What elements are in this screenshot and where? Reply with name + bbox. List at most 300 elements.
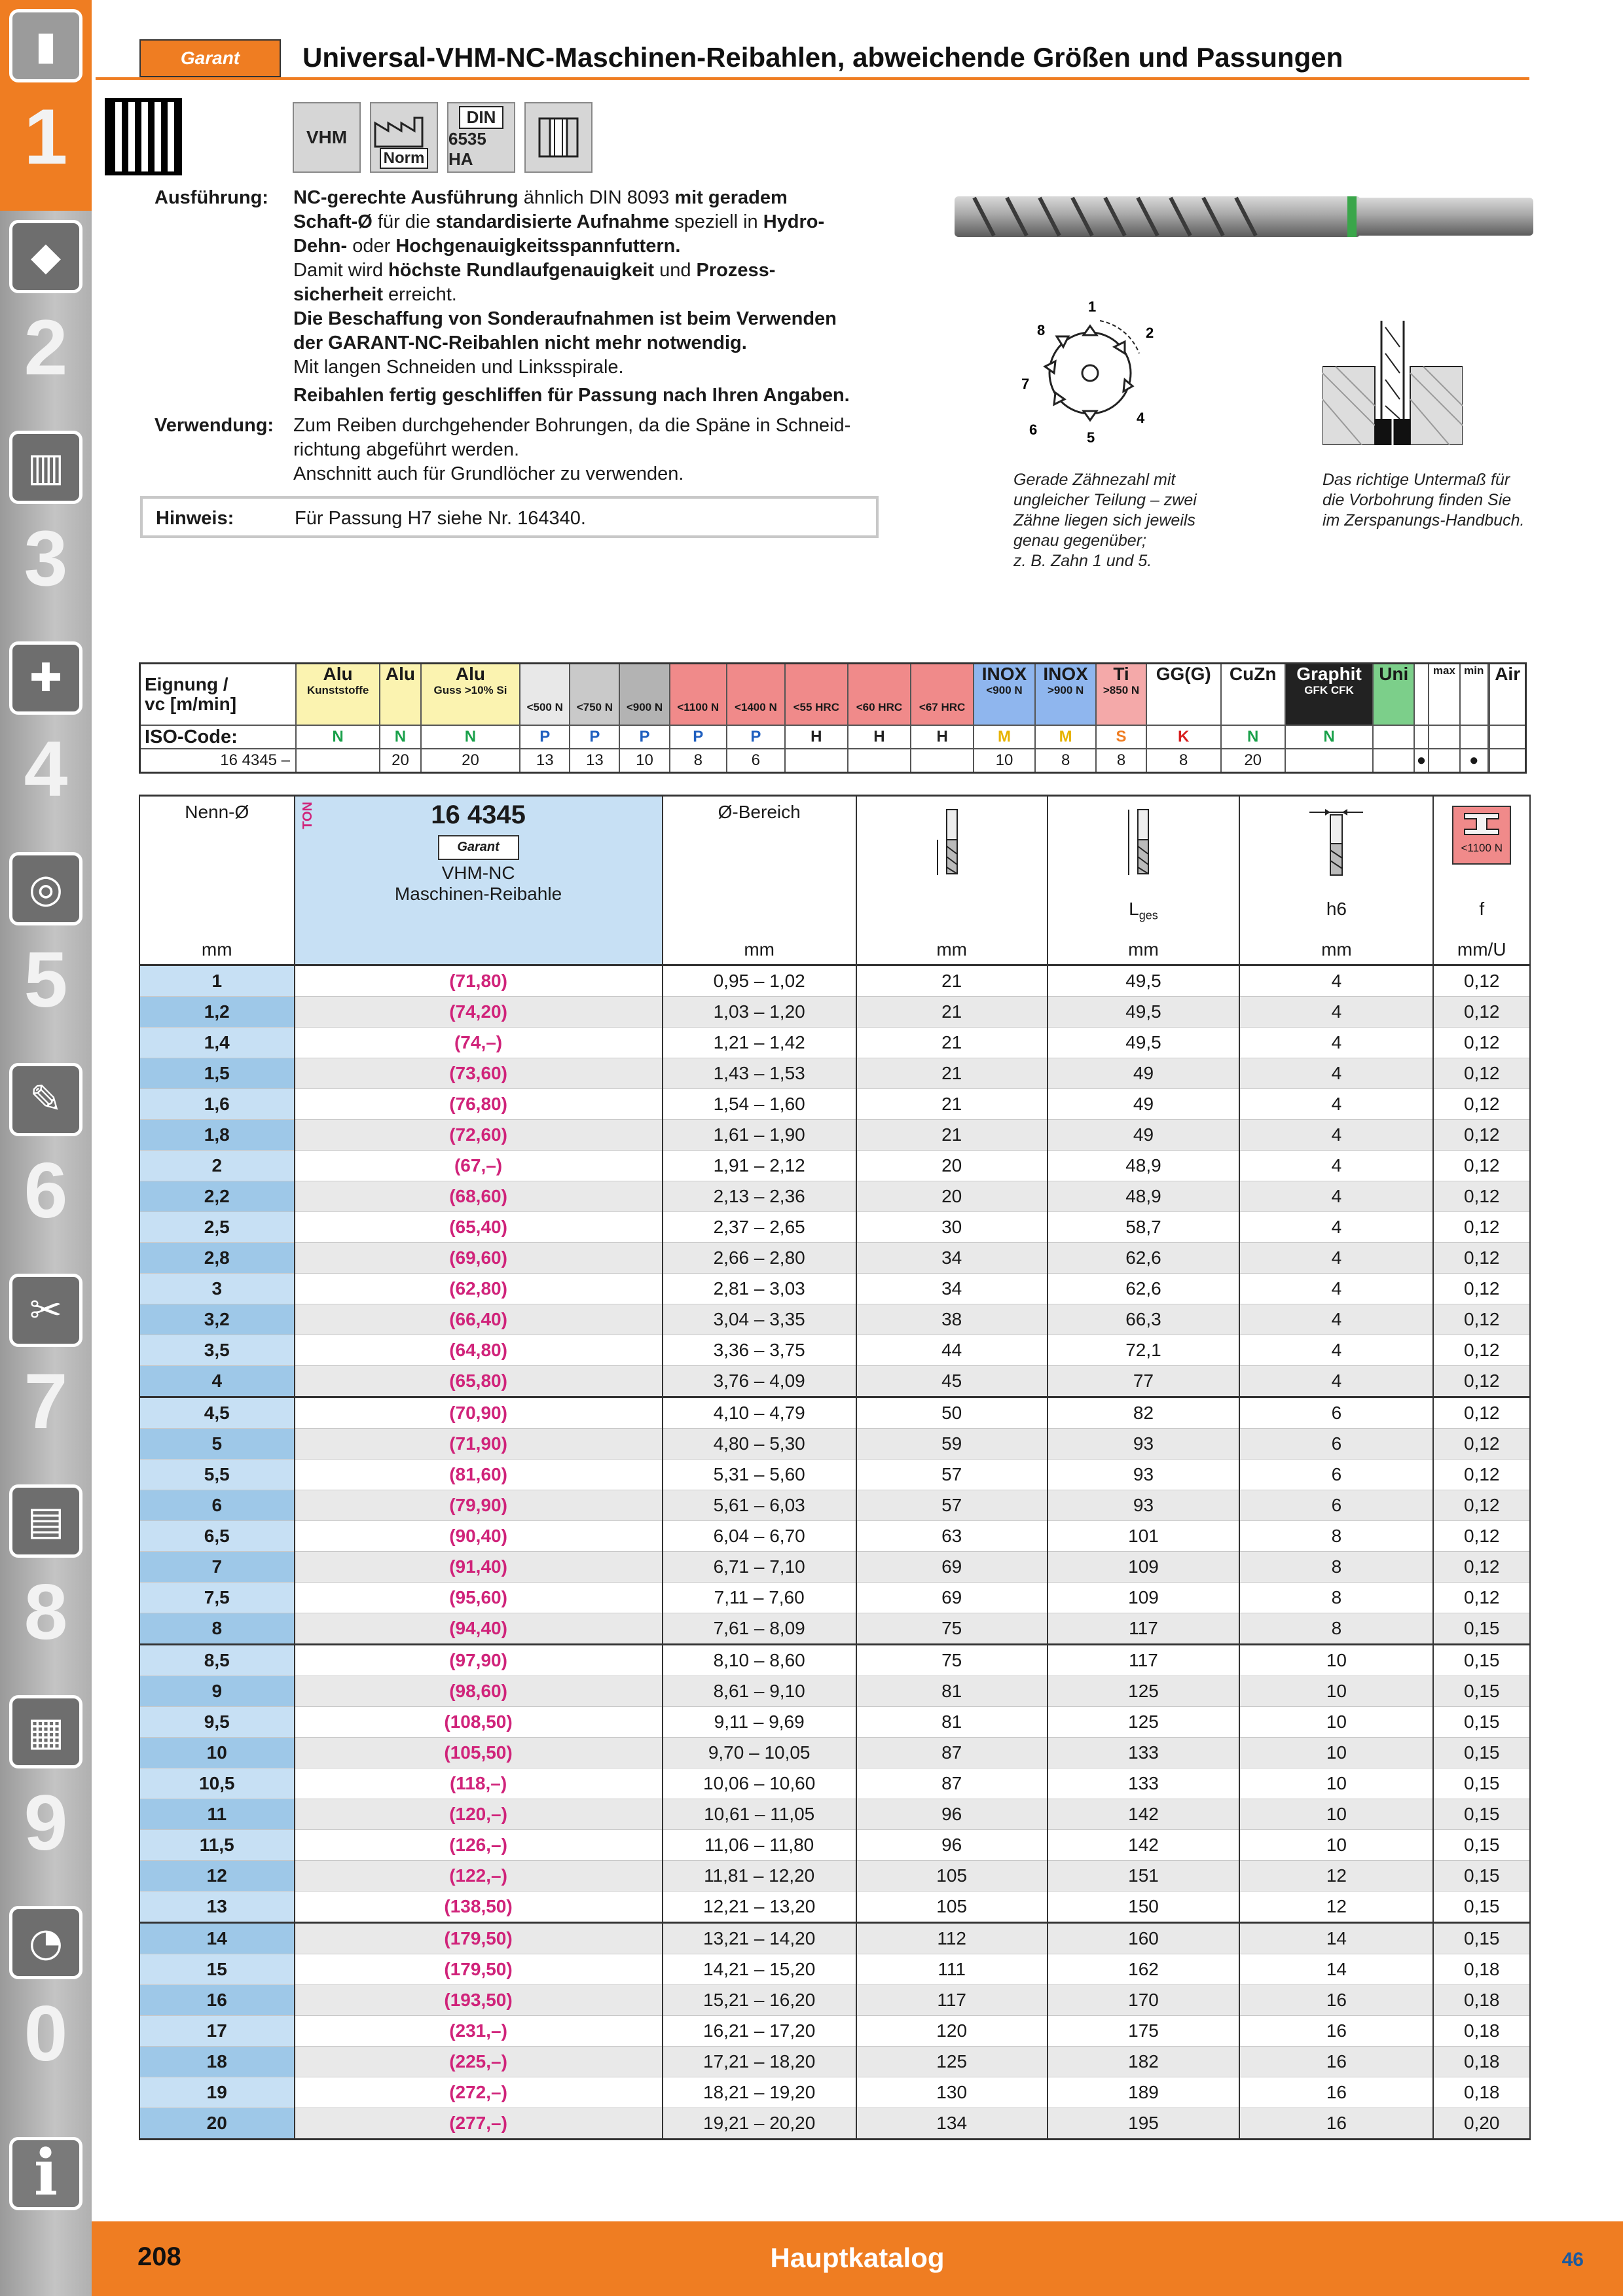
- cell-l1: 96: [856, 1799, 1048, 1830]
- cell-p[interactable]: (66,40): [295, 1304, 663, 1335]
- cell-d: 9,5: [139, 1707, 295, 1738]
- cell-f: 0,15: [1433, 1645, 1530, 1676]
- cell-d: 10: [139, 1738, 295, 1768]
- cell-d: 3,2: [139, 1304, 295, 1335]
- chapter-0-icon: ◔: [9, 1906, 82, 1979]
- cell-p[interactable]: (138,50): [295, 1892, 663, 1923]
- chapter-tab-3[interactable]: [0, 422, 92, 632]
- cell-d: 8: [139, 1613, 295, 1645]
- cell-l: 49: [1048, 1058, 1240, 1089]
- material-header: Uni: [1373, 664, 1414, 726]
- cell-p[interactable]: (65,40): [295, 1212, 663, 1243]
- cell-l1: 69: [856, 1552, 1048, 1583]
- cell-l: 49,5: [1048, 1028, 1240, 1058]
- table-row[interactable]: [139, 2108, 1530, 2140]
- cell-p[interactable]: (105,50): [295, 1738, 663, 1768]
- cell-r: 8,10 – 8,60: [663, 1645, 856, 1676]
- chapter-tab-2[interactable]: [0, 211, 92, 422]
- material-header: GG(G): [1146, 664, 1221, 726]
- cell-p[interactable]: (65,80): [295, 1366, 663, 1397]
- cell-l: 151: [1048, 1861, 1240, 1892]
- cell-f: 0,12: [1433, 1304, 1530, 1335]
- cell-p[interactable]: (73,60): [295, 1058, 663, 1089]
- iso-code-cell: N: [296, 725, 380, 749]
- material-header: <67 HRC: [911, 664, 974, 726]
- cell-f: 0,12: [1433, 1397, 1530, 1429]
- cell-r: 3,76 – 4,09: [663, 1366, 856, 1397]
- table-row[interactable]: [139, 1429, 1530, 1460]
- cell-r: 10,06 – 10,60: [663, 1768, 856, 1799]
- cell-l1: 111: [856, 1954, 1048, 1985]
- cell-p[interactable]: (76,80): [295, 1089, 663, 1120]
- material-header: <750 N: [570, 664, 619, 726]
- vc-cell: [1489, 749, 1525, 773]
- catalog-name: Hauptkatalog: [770, 2242, 945, 2273]
- cell-p[interactable]: (79,90): [295, 1490, 663, 1521]
- cell-l: 93: [1048, 1490, 1240, 1521]
- cell-p[interactable]: (97,90): [295, 1645, 663, 1676]
- prebore-diagram: [1322, 321, 1463, 445]
- shank-diameter-icon: [1307, 807, 1366, 879]
- cell-r: 5,61 – 6,03: [663, 1490, 856, 1521]
- cell-r: 15,21 – 16,20: [663, 1985, 856, 2016]
- cell-r: 3,36 – 3,75: [663, 1335, 856, 1366]
- chapter-number: 6: [24, 1147, 68, 1234]
- cell-s: 4: [1239, 1335, 1433, 1366]
- table-row[interactable]: [139, 1151, 1530, 1181]
- cell-l1: 87: [856, 1738, 1048, 1768]
- cell-p[interactable]: (70,90): [295, 1397, 663, 1429]
- qr-code[interactable]: [105, 98, 182, 175]
- cell-l: 62,6: [1048, 1274, 1240, 1304]
- hinweis-text: Für Passung H7 siehe Nr. 164340.: [295, 508, 586, 529]
- garant-logo: Garant: [139, 39, 281, 77]
- iso-code-cell: [1414, 725, 1429, 749]
- cell-f: 0,15: [1433, 1923, 1530, 1954]
- table-row[interactable]: [139, 1212, 1530, 1243]
- cell-r: 2,37 – 2,65: [663, 1212, 856, 1243]
- cell-s: 12: [1239, 1861, 1433, 1892]
- cell-l1: 87: [856, 1768, 1048, 1799]
- table-row[interactable]: [139, 1738, 1530, 1768]
- chapter-number: 9: [24, 1779, 68, 1867]
- cell-l: 109: [1048, 1552, 1240, 1583]
- cell-l1: 45: [856, 1366, 1048, 1397]
- cell-s: 8: [1239, 1552, 1433, 1583]
- cell-d: 11: [139, 1799, 295, 1830]
- cell-f: 0,15: [1433, 1676, 1530, 1707]
- cell-f: 0,15: [1433, 1707, 1530, 1738]
- cell-p[interactable]: (98,60): [295, 1676, 663, 1707]
- col-shank: h6 mm: [1239, 796, 1433, 965]
- cell-l: 49,5: [1048, 965, 1240, 997]
- cell-l1: 120: [856, 2016, 1048, 2047]
- vc-cell: 8: [1035, 749, 1097, 773]
- cell-s: 16: [1239, 2016, 1433, 2047]
- cell-p[interactable]: (120,–): [295, 1799, 663, 1830]
- cell-f: 0,12: [1433, 997, 1530, 1028]
- cell-s: 4: [1239, 1028, 1433, 1058]
- cell-l1: 125: [856, 2047, 1048, 2077]
- svg-text:6: 6: [1029, 422, 1038, 438]
- cell-r: 9,70 – 10,05: [663, 1738, 856, 1768]
- vc-cell: [1373, 749, 1414, 773]
- cell-p[interactable]: (62,80): [295, 1274, 663, 1304]
- cell-l: 170: [1048, 1985, 1240, 2016]
- iso-code-cell: N: [421, 725, 520, 749]
- vhm-symbol: VHM: [293, 102, 361, 173]
- cell-r: 5,31 – 5,60: [663, 1460, 856, 1490]
- table-row[interactable]: [139, 2047, 1530, 2077]
- iso-code-cell: [1460, 725, 1488, 749]
- material-header: INOX <900 N: [974, 664, 1035, 726]
- cell-l: 101: [1048, 1521, 1240, 1552]
- table-row[interactable]: [139, 1583, 1530, 1613]
- cell-l: 93: [1048, 1429, 1240, 1460]
- cell-d: 5: [139, 1429, 295, 1460]
- material-header: <1100 N: [670, 664, 727, 726]
- chapter-tab-7[interactable]: [0, 1265, 92, 1475]
- cell-f: 0,12: [1433, 965, 1530, 997]
- cell-r: 18,21 – 19,20: [663, 2077, 856, 2108]
- cell-p[interactable]: (72,60): [295, 1120, 663, 1151]
- chapter-tab-1[interactable]: [0, 0, 92, 211]
- cell-l: 189: [1048, 2077, 1240, 2108]
- cell-d: 2,5: [139, 1212, 295, 1243]
- cell-p[interactable]: (122,–): [295, 1861, 663, 1892]
- cell-p[interactable]: (69,60): [295, 1243, 663, 1274]
- svg-text:5: 5: [1087, 429, 1095, 445]
- material-header: max: [1429, 664, 1460, 726]
- cell-p[interactable]: (94,40): [295, 1613, 663, 1645]
- cell-l1: 105: [856, 1861, 1048, 1892]
- chapter-tab-6[interactable]: [0, 1054, 92, 1265]
- cell-f: 0,12: [1433, 1058, 1530, 1089]
- iso-code-cell: P: [670, 725, 727, 749]
- cell-r: 6,04 – 6,70: [663, 1521, 856, 1552]
- cell-p[interactable]: (277,–): [295, 2108, 663, 2140]
- vc-cell: 13: [520, 749, 570, 773]
- material-header: Alu Kunststoffe: [296, 664, 380, 726]
- table-row[interactable]: [139, 1552, 1530, 1583]
- cell-r: 13,21 – 14,20: [663, 1923, 856, 1954]
- cell-s: 10: [1239, 1830, 1433, 1861]
- table-row[interactable]: [139, 1830, 1530, 1861]
- cell-l1: 105: [856, 1892, 1048, 1923]
- table-row[interactable]: [139, 1181, 1530, 1212]
- table-row[interactable]: [139, 1028, 1530, 1058]
- iso-code-cell: M: [974, 725, 1035, 749]
- svg-text:7: 7: [1021, 376, 1030, 392]
- table-row[interactable]: [139, 1768, 1530, 1799]
- cell-l1: 34: [856, 1274, 1048, 1304]
- cell-f: 0,12: [1433, 1366, 1530, 1397]
- cell-r: 19,21 – 20,20: [663, 2108, 856, 2140]
- cell-l: 142: [1048, 1799, 1240, 1830]
- cell-p[interactable]: (67,–): [295, 1151, 663, 1181]
- iso-code-cell: H: [785, 725, 848, 749]
- cell-s: 10: [1239, 1768, 1433, 1799]
- material-header: <500 N: [520, 664, 570, 726]
- cell-r: 8,61 – 9,10: [663, 1676, 856, 1707]
- cell-l: 49,5: [1048, 997, 1240, 1028]
- chapter-tab-5[interactable]: [0, 843, 92, 1054]
- cell-d: 16: [139, 1985, 295, 2016]
- table-row[interactable]: [139, 2016, 1530, 2047]
- cell-l: 93: [1048, 1460, 1240, 1490]
- cell-l1: 21: [856, 1028, 1048, 1058]
- cell-l1: 21: [856, 1058, 1048, 1089]
- cell-l: 133: [1048, 1738, 1240, 1768]
- norm-symbol: Norm: [370, 102, 438, 173]
- cell-s: 12: [1239, 1892, 1433, 1923]
- hinweis-label: Hinweis:: [156, 508, 234, 529]
- cell-p[interactable]: (231,–): [295, 2016, 663, 2047]
- iso-code-cell: N: [380, 725, 421, 749]
- cell-p[interactable]: (71,90): [295, 1429, 663, 1460]
- cell-p[interactable]: (272,–): [295, 2077, 663, 2108]
- cell-p[interactable]: (179,50): [295, 1923, 663, 1954]
- cell-r: 1,54 – 1,60: [663, 1089, 856, 1120]
- table-row[interactable]: [139, 1366, 1530, 1397]
- table-row[interactable]: [139, 2077, 1530, 2108]
- cell-l: 82: [1048, 1397, 1240, 1429]
- vc-cell: [848, 749, 911, 773]
- table-row[interactable]: [139, 1923, 1530, 1954]
- table-row[interactable]: [139, 1274, 1530, 1304]
- cell-r: 2,81 – 3,03: [663, 1274, 856, 1304]
- cell-s: 6: [1239, 1397, 1433, 1429]
- cell-p[interactable]: (108,50): [295, 1707, 663, 1738]
- cell-p[interactable]: (179,50): [295, 1954, 663, 1985]
- cell-p[interactable]: (126,–): [295, 1830, 663, 1861]
- table-row[interactable]: [139, 1490, 1530, 1521]
- cell-s: 6: [1239, 1429, 1433, 1460]
- chapter-9-icon: ▦: [9, 1695, 82, 1768]
- table-row[interactable]: [139, 1799, 1530, 1830]
- material-header: <900 N: [619, 664, 669, 726]
- cell-r: 9,11 – 9,69: [663, 1707, 856, 1738]
- cell-d: 7: [139, 1552, 295, 1583]
- cell-s: 10: [1239, 1799, 1433, 1830]
- cell-l1: 21: [856, 1089, 1048, 1120]
- table-row[interactable]: [139, 1613, 1530, 1645]
- cell-p[interactable]: (81,60): [295, 1460, 663, 1490]
- iso-code-cell: [1489, 725, 1525, 749]
- cell-f: 0,12: [1433, 1521, 1530, 1552]
- info-tab-icon[interactable]: i: [9, 2137, 82, 2210]
- chapter-tab-9[interactable]: [0, 1686, 92, 1897]
- iso-code-cell: H: [848, 725, 911, 749]
- table-row[interactable]: [139, 1985, 1530, 2016]
- svg-text:4: 4: [1137, 410, 1145, 426]
- vc-cell: 8: [670, 749, 727, 773]
- cell-r: 11,81 – 12,20: [663, 1861, 856, 1892]
- cell-p[interactable]: (118,–): [295, 1768, 663, 1799]
- prebore-caption: Das richtige Untermaß für die Vorbohrung finden Sie im Zerspanungs-Handbuch.: [1322, 471, 1525, 529]
- cell-p[interactable]: (74,–): [295, 1028, 663, 1058]
- page-footer: [92, 2221, 1623, 2296]
- cell-f: 0,15: [1433, 1768, 1530, 1799]
- cell-s: 8: [1239, 1613, 1433, 1645]
- cell-l: 77: [1048, 1366, 1240, 1397]
- cell-l: 117: [1048, 1645, 1240, 1676]
- table-row[interactable]: [139, 1460, 1530, 1490]
- cell-d: 1,6: [139, 1089, 295, 1120]
- iso-code-cell: M: [1035, 725, 1097, 749]
- cell-f: 0,12: [1433, 1181, 1530, 1212]
- vc-cell: 6: [727, 749, 785, 773]
- table-row[interactable]: [139, 1954, 1530, 1985]
- cell-l1: 57: [856, 1460, 1048, 1490]
- table-row[interactable]: [139, 1397, 1530, 1429]
- table-row[interactable]: [139, 965, 1530, 997]
- cell-r: 1,03 – 1,20: [663, 997, 856, 1028]
- cell-p[interactable]: (225,–): [295, 2047, 663, 2077]
- cell-l: 49: [1048, 1089, 1240, 1120]
- table-row[interactable]: [139, 1304, 1530, 1335]
- article-desc: VHM-NC: [441, 863, 515, 883]
- iso-code-label: ISO-Code:: [140, 725, 297, 749]
- cell-d: 15: [139, 1954, 295, 1985]
- vc-cell: 13: [570, 749, 619, 773]
- material-badge: <1100 N: [1452, 806, 1511, 865]
- cell-d: 3: [139, 1274, 295, 1304]
- cell-p[interactable]: (91,40): [295, 1552, 663, 1583]
- svg-text:1: 1: [1088, 298, 1097, 315]
- table-row[interactable]: [139, 1892, 1530, 1923]
- table-row[interactable]: [139, 1521, 1530, 1552]
- cell-r: 12,21 – 13,20: [663, 1892, 856, 1923]
- cell-s: 4: [1239, 1089, 1433, 1120]
- cell-s: 4: [1239, 1366, 1433, 1397]
- cell-p[interactable]: (193,50): [295, 1985, 663, 2016]
- chapter-number: 0: [24, 1990, 68, 2077]
- cell-d: 2,8: [139, 1243, 295, 1274]
- verwendung-label: Verwendung:: [155, 415, 274, 436]
- material-header: <55 HRC: [785, 664, 848, 726]
- cell-p[interactable]: (71,80): [295, 965, 663, 997]
- chapter-5-icon: ◎: [9, 852, 82, 925]
- cell-s: 16: [1239, 2077, 1433, 2108]
- cell-l1: 34: [856, 1243, 1048, 1274]
- iso-code-cell: N: [1285, 725, 1374, 749]
- ton-badge: TON: [300, 802, 315, 829]
- vc-cell: [1285, 749, 1374, 773]
- cell-f: 0,12: [1433, 1212, 1530, 1243]
- chapter-tab-0[interactable]: [0, 1897, 92, 2108]
- cell-p[interactable]: (90,40): [295, 1521, 663, 1552]
- cell-s: 4: [1239, 997, 1433, 1028]
- chapter-4-icon: ✚: [9, 641, 82, 715]
- hinweis-box: [140, 496, 879, 538]
- cell-f: 0,18: [1433, 2077, 1530, 2108]
- chapter-tab-8[interactable]: [0, 1475, 92, 1686]
- cell-l1: 21: [856, 997, 1048, 1028]
- cell-l1: 30: [856, 1212, 1048, 1243]
- cell-l: 133: [1048, 1768, 1240, 1799]
- cell-l: 49: [1048, 1120, 1240, 1151]
- table-row[interactable]: [139, 1676, 1530, 1707]
- cell-f: 0,12: [1433, 1552, 1530, 1583]
- cell-p[interactable]: (74,20): [295, 997, 663, 1028]
- cell-s: 16: [1239, 2047, 1433, 2077]
- col-bereich: Ø-Bereich mm: [663, 796, 856, 965]
- cell-d: 1,4: [139, 1028, 295, 1058]
- cell-d: 6: [139, 1490, 295, 1521]
- cell-p[interactable]: (64,80): [295, 1335, 663, 1366]
- material-header: <60 HRC: [848, 664, 911, 726]
- table-row[interactable]: [139, 1335, 1530, 1366]
- cell-l1: 112: [856, 1923, 1048, 1954]
- cell-f: 0,12: [1433, 1243, 1530, 1274]
- cell-s: 4: [1239, 1304, 1433, 1335]
- vc-cell: [296, 749, 380, 773]
- table-row[interactable]: [139, 1243, 1530, 1274]
- cell-d: 5,5: [139, 1460, 295, 1490]
- table-row[interactable]: [139, 997, 1530, 1028]
- chapter-3-icon: ▥: [9, 431, 82, 504]
- chapter-number: 7: [24, 1357, 68, 1445]
- cell-f: 0,12: [1433, 1460, 1530, 1490]
- cell-r: 4,80 – 5,30: [663, 1429, 856, 1460]
- cell-l: 125: [1048, 1707, 1240, 1738]
- cell-d: 11,5: [139, 1830, 295, 1861]
- cell-l1: 44: [856, 1335, 1048, 1366]
- table-row[interactable]: [139, 1058, 1530, 1089]
- cell-p[interactable]: (68,60): [295, 1181, 663, 1212]
- chapter-tab-4[interactable]: [0, 632, 92, 843]
- chapter-1-icon: ▮: [9, 9, 82, 82]
- cell-r: 0,95 – 1,02: [663, 965, 856, 997]
- chapter-number: 4: [24, 725, 68, 813]
- material-header: Alu Guss >10% Si: [421, 664, 520, 726]
- cell-l1: 20: [856, 1181, 1048, 1212]
- table-row[interactable]: [139, 1645, 1530, 1676]
- article-desc-2: Maschinen-Reibahle: [394, 884, 562, 904]
- chapter-2-icon: ◆: [9, 220, 82, 293]
- vc-cell: 20: [421, 749, 520, 773]
- material-header: min: [1460, 664, 1488, 726]
- cell-l1: 117: [856, 1985, 1048, 2016]
- cell-d: 12: [139, 1861, 295, 1892]
- vc-cell: [911, 749, 974, 773]
- cell-p[interactable]: (95,60): [295, 1583, 663, 1613]
- iso-code-cell: S: [1096, 725, 1146, 749]
- vc-cell: 8: [1146, 749, 1221, 773]
- svg-text:2: 2: [1146, 325, 1154, 341]
- vc-cell: 20: [380, 749, 421, 773]
- table-row[interactable]: [139, 1861, 1530, 1892]
- cell-d: 19: [139, 2077, 295, 2108]
- table-row[interactable]: [139, 1120, 1530, 1151]
- cell-s: 8: [1239, 1583, 1433, 1613]
- cell-s: 10: [1239, 1707, 1433, 1738]
- col-lges: $L_{ges}$ mm: [1048, 796, 1240, 965]
- iso-code-cell: [1429, 725, 1460, 749]
- col-article: [295, 796, 663, 965]
- cell-r: 7,11 – 7,60: [663, 1583, 856, 1613]
- table-row[interactable]: [139, 1089, 1530, 1120]
- iso-code-cell: [1373, 725, 1414, 749]
- cell-f: 0,15: [1433, 1861, 1530, 1892]
- cell-f: 0,12: [1433, 1120, 1530, 1151]
- cell-d: 17: [139, 2016, 295, 2047]
- iso-code-cell: H: [911, 725, 974, 749]
- table-row[interactable]: [139, 1707, 1530, 1738]
- cell-r: 14,21 – 15,20: [663, 1954, 856, 1985]
- cell-f: 0,12: [1433, 1583, 1530, 1613]
